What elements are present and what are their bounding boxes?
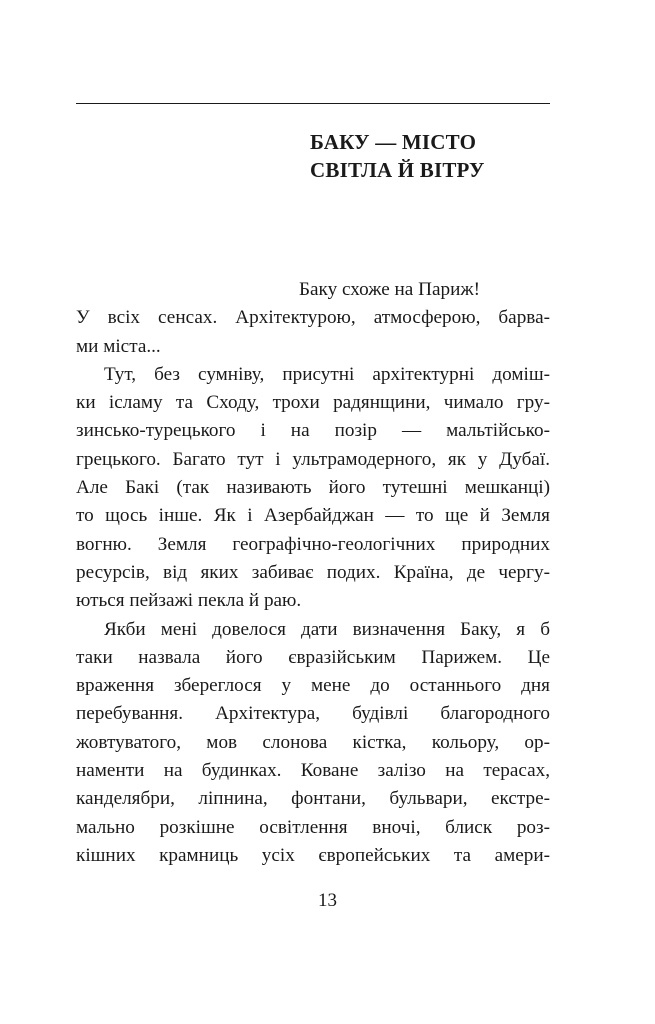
text-line: вогню. Земля географічно-геологічних природних	[76, 533, 550, 555]
text-line: перебування. Архітектура, будівлі благородного	[76, 703, 550, 725]
text-line: Якби мені довелося дати визначення Баку, я б	[104, 618, 550, 640]
text-line: У всіх сенсах. Архітектурою, атмосферою, барва-	[76, 307, 550, 329]
text-line: ються пейзажі пекла й раю.	[76, 590, 302, 612]
text-line: враження збереглося у мене до останнього дня	[76, 675, 550, 697]
page-number: 13	[318, 890, 337, 911]
text-line: жовтуватого, мов слонова кістка, кольору, ор-	[76, 731, 550, 753]
chapter-title-line-2: СВІТЛА Й ВІТРУ	[310, 158, 485, 182]
text-line: Баку схоже на Париж!	[299, 279, 480, 300]
text-line: кішних крамниць усіх європейських та амери-	[76, 844, 550, 866]
chapter-title	[310, 128, 570, 184]
text-line: таки назвала його євразійським Парижем. Це	[76, 646, 550, 668]
text-line: Але Бакі (так називають його тутешні мешканці)	[76, 477, 550, 499]
text-line: ки ісламу та Сходу, трохи радянщини, чимало гру-	[76, 392, 550, 414]
text-line: зинсько-турецького і на позір — мальтійсько-	[76, 420, 550, 442]
text-line: наменти на будинках. Коване залізо на терасах,	[76, 760, 550, 782]
text-line: грецького. Багато тут і ультрамодерного, як у Дубаї.	[76, 448, 550, 470]
text-line: канделябри, ліпнина, фонтани, бульвари, екстре-	[76, 788, 550, 810]
chapter-title-line-1: БАКУ — МІСТО	[310, 130, 477, 154]
text-line: то щось інше. Як і Азербайджан — то ще й Земля	[76, 505, 550, 527]
text-line: Тут, без сумніву, присутні архітектурні доміш-	[104, 363, 550, 385]
body-text	[76, 276, 550, 870]
text-line: мально розкішне освітлення вночі, блиск роз-	[76, 816, 550, 838]
text-line: ресурсів, від яких забиває подих. Країна, де чергу-	[76, 561, 550, 583]
header-rule	[76, 103, 550, 104]
text-line: ми міста...	[76, 335, 161, 357]
